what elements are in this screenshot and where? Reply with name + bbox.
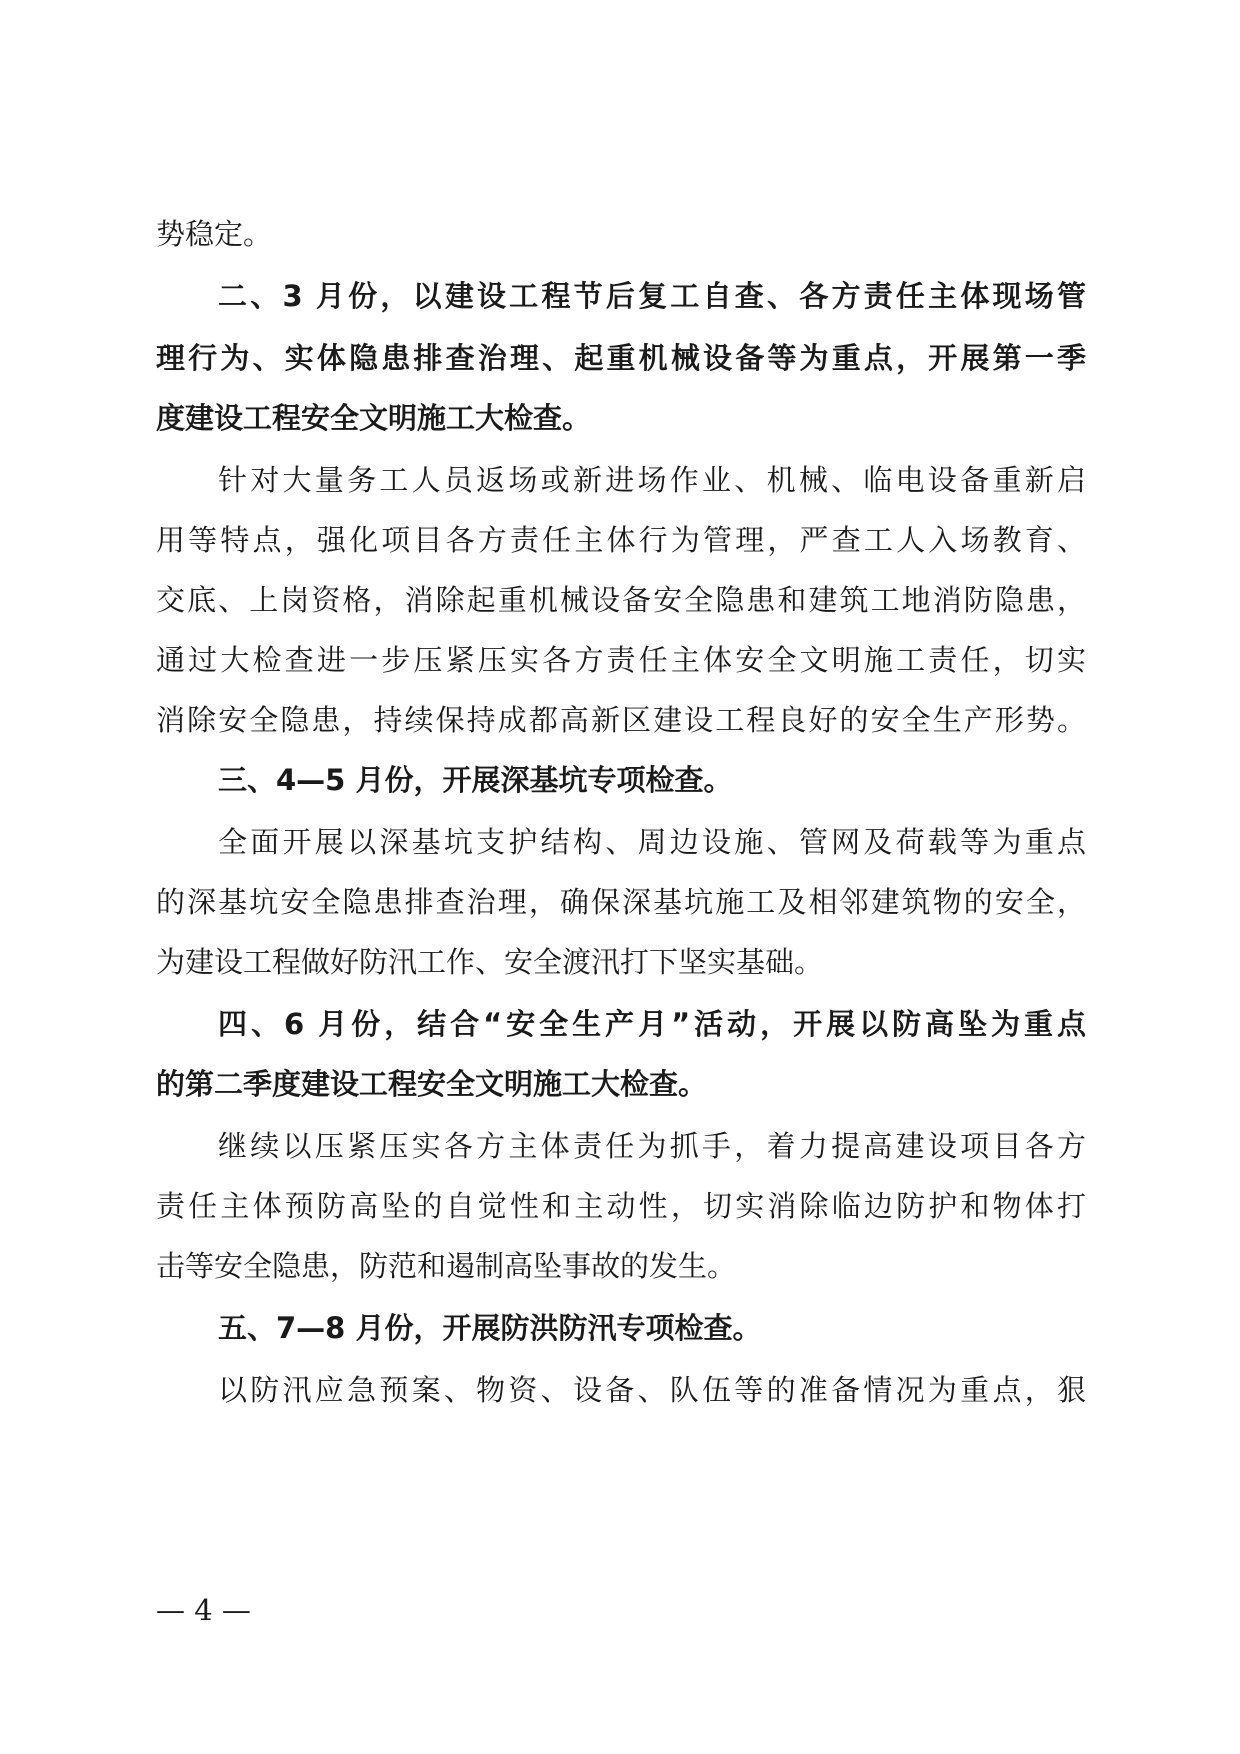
paragraph-line: 以防汛应急预案、物资、设备、队伍等的准备情况为重点，狠 [218,1373,1086,1407]
section-heading-line: 四、6 月份，结合“安全生产月”活动，开展以防高坠为重点 [218,1007,1086,1041]
section-heading-line: 五、7—8 月份，开展防洪防汛专项检查。 [218,1311,762,1345]
paragraph-line: 全面开展以深基坑支护结构、周边设施、管网及荷载等为重点 [218,825,1086,859]
paragraph-line: 为建设工程做好防汛工作、安全渡汛打下坚实基础。 [156,945,824,979]
paragraph-line: 的深基坑安全隐患排查治理，确保深基坑施工及相邻建筑物的安全， [156,885,1086,919]
paragraph-line: 继续以压紧压实各方主体责任为抓手，着力提高建设项目各方 [218,1129,1086,1163]
section-heading-line: 三、4—5 月份，开展深基坑专项检查。 [218,763,733,797]
paragraph-line: 通过大检查进一步压紧压实各方责任主体安全文明施工责任，切实 [156,643,1086,677]
section-heading-line: 的第二季度建设工程安全文明施工大检查。 [156,1067,708,1101]
paragraph-line: 消除安全隐患，持续保持成都高新区建设工程良好的安全生产形势。 [156,703,1086,737]
section-heading-line: 理行为、实体隐患排查治理、起重机械设备等为重点，开展第一季 [156,341,1086,375]
paragraph-line: 势稳定。 [156,217,273,251]
section-heading-line: 二、3 月份，以建设工程节后复工自查、各方责任主体现场管 [218,279,1086,313]
section-heading-line: 度建设工程安全文明施工大检查。 [156,401,592,435]
paragraph-line: 击等安全隐患，防范和遏制高坠事故的发生。 [156,1249,737,1283]
paragraph-line: 交底、上岗资格，消除起重机械设备安全隐患和建筑工地消防隐患， [156,583,1086,617]
page-number: — 4 — [156,1593,251,1627]
paragraph-line: 用等特点，强化项目各方责任主体行为管理，严查工人入场教育、 [156,523,1086,557]
paragraph-line: 针对大量务工人员返场或新进场作业、机械、临电设备重新启 [218,463,1086,497]
paragraph-line: 责任主体预防高坠的自觉性和主动性，切实消除临边防护和物体打 [156,1189,1086,1223]
